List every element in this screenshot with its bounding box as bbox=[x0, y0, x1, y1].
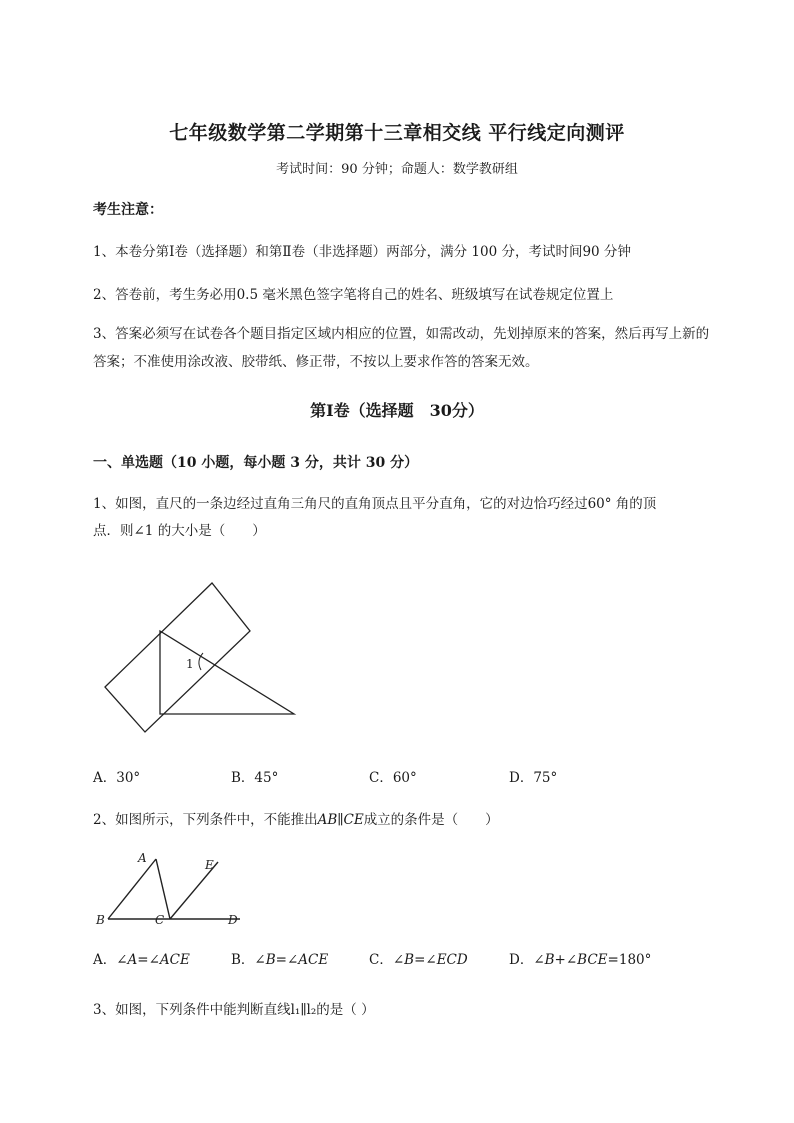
q2-option-c-math: ∠B=∠ECD bbox=[392, 952, 468, 968]
point-label-d: D bbox=[228, 913, 238, 927]
q2-option-b-math: ∠B=∠ACE bbox=[254, 952, 329, 968]
section-title: 第Ⅰ卷（选择题 30分） bbox=[310, 401, 484, 420]
q2-option-a-math: ∠A=∠ACE bbox=[116, 952, 190, 968]
q2-option-a bbox=[93, 948, 190, 968]
notice-item-2: 2、答卷前，考生务必用0.5 毫米黑色签字笔将自己的姓名、班级填写在试卷规定位置上 bbox=[93, 287, 614, 303]
q1-text-line1: 1、如图，直尺的一条边经过直角三角尺的直角顶点且平分直角，它的对边恰巧经过60° 角的顶 bbox=[93, 496, 657, 512]
line-ba bbox=[108, 859, 156, 919]
point-label-c: C bbox=[155, 913, 165, 927]
q2-text-math: AB∥CE bbox=[317, 812, 364, 828]
page-title: 七年级数学第二学期第十三章相交线 平行线定向测评 bbox=[169, 122, 625, 144]
point-label-e: E bbox=[205, 858, 214, 872]
notice-item-3: 3、答案必须写在试卷各个题目指定区域内相应的位置，如需改动，先划掉原来的答案，然后再写上新的答案；不准使用涂改液、胶带纸、修正带，不按以上要求作答的答案无效。 bbox=[93, 326, 710, 370]
q2-option-b-prefix: B． bbox=[231, 952, 255, 968]
exam-info: 考试时间：90 分钟；命题人：数学教研组 bbox=[276, 162, 518, 177]
notice-heading: 考生注意： bbox=[93, 202, 163, 218]
q1-option-a: A．30° bbox=[93, 770, 141, 786]
q1-option-d: D．75° bbox=[509, 770, 558, 786]
q1-figure bbox=[95, 575, 305, 740]
q2-option-d bbox=[509, 948, 651, 968]
q2-text bbox=[93, 808, 499, 828]
q2-text-pre: 2、如图所示，下列条件中，不能推出 bbox=[93, 812, 318, 828]
q2-option-b bbox=[231, 948, 328, 968]
q2-text-post: 成立的条件是（ ） bbox=[363, 812, 499, 828]
q1-option-b: B．45° bbox=[231, 770, 279, 786]
part-heading: 一、单选题（10 小题，每小题 3 分，共计 30 分） bbox=[93, 455, 419, 471]
q2-option-d-math: ∠B+∠BCE= bbox=[533, 952, 619, 968]
angle-1-label: 1 bbox=[186, 657, 194, 671]
triangle-shape bbox=[160, 631, 294, 714]
q2-option-c bbox=[369, 948, 468, 968]
q2-option-a-prefix: A． bbox=[93, 952, 117, 968]
q2-option-d-prefix: D． bbox=[509, 952, 534, 968]
ruler-shape bbox=[105, 583, 250, 732]
q2-option-c-prefix: C． bbox=[369, 952, 393, 968]
q3-text: 3、如图，下列条件中能判断直线l₁∥l₂的是（ ） bbox=[93, 1002, 375, 1018]
point-label-a: A bbox=[138, 851, 147, 865]
notice-item-1: 1、本卷分第Ⅰ卷（选择题）和第Ⅱ卷（非选择题）两部分，满分 100 分，考试时间90 分钟 bbox=[93, 244, 631, 260]
q1-text-line2: 点．则∠1 的大小是（ ） bbox=[93, 523, 266, 539]
q2-option-d-suffix: 180° bbox=[618, 952, 652, 968]
q2-figure bbox=[92, 845, 252, 927]
point-label-b: B bbox=[96, 913, 105, 927]
q1-option-c: C．60° bbox=[369, 770, 417, 786]
line-ac bbox=[156, 859, 170, 919]
